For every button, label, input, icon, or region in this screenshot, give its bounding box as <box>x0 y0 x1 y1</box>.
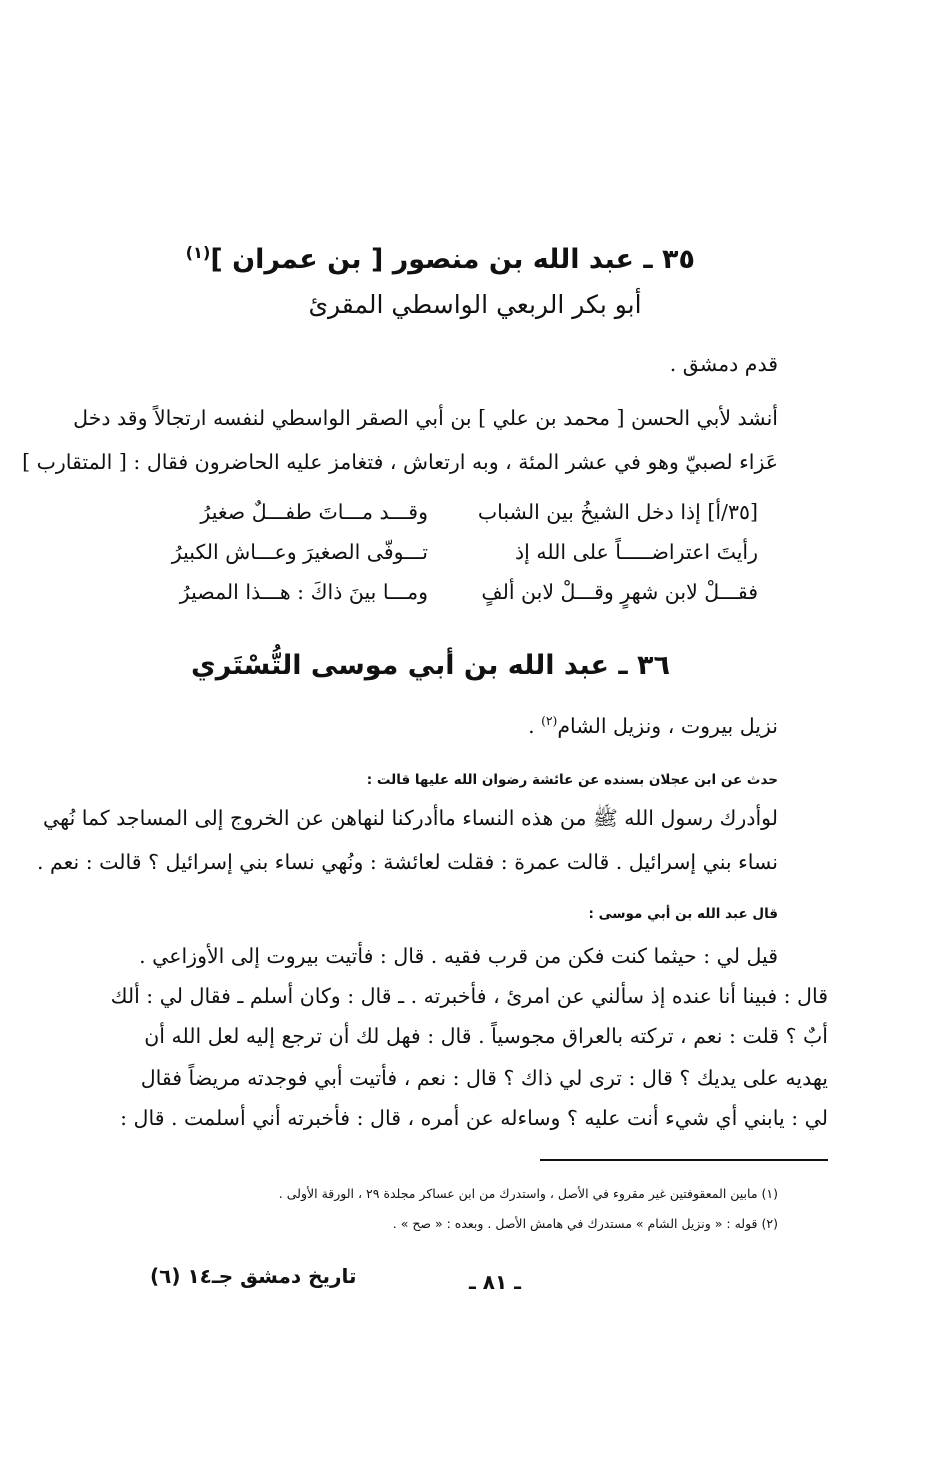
story-line-5: لي : يابني أي شيء أنت عليه ؟ وساءله عن أمره ، قال : فأخبرته أني أسلمت . قال : <box>120 1106 828 1130</box>
story-line-1: قيل لي : حيثما كنت فكن من قرب فقيه . قال : فأتيت بيروت إلى الأوزاعي . <box>139 944 778 968</box>
footnote-1: (١) مابين المعقوفتين غير مقروء في الأصل ، واستدرك من ابن عساكر مجلدة ٢٩ ، الورقة الأولى . <box>278 1186 778 1201</box>
entry-36-title: ٣٦ ـ عبد الله بن أبي موسى التُّسْتَري <box>191 650 670 681</box>
isnad-2: قال عبد الله بن أبي موسى : <box>588 906 778 922</box>
entry-35-title-text: ٣٥ ـ عبد الله بن منصور [ بن عمران ] <box>210 244 695 275</box>
footnote-ref-1[interactable]: (١) <box>185 243 211 262</box>
story-line-2: قال : فبينا أنا عنده إذ سألني عن امرئ ، فأخبرته . ـ قال : وكان أسلم ـ فقال لي : ألك <box>110 984 828 1008</box>
verse-3-second: ومـــا بينَ ذاكَ : هـــذا المصيرُ <box>179 580 428 604</box>
book-title-footer: تاريخ دمشق جـ١٤ (٦) <box>150 1264 357 1288</box>
verse-2-first: رأيتَ اعتراضـــــاً على الله إذ <box>515 540 758 564</box>
entry-36-intro-end: . <box>528 714 542 738</box>
entry-35-kunya: أبو بكر الربعي الواسطي المقرئ <box>308 290 642 319</box>
entry-36-intro-text: نزيل بيروت ، ونزيل الشام <box>557 714 778 738</box>
entry-35-para-line-1: أنشد لأبي الحسن [ محمد بن علي ] بن أبي الصقر الواسطي لنفسه ارتجالاً وقد دخل <box>73 406 778 430</box>
story-line-3: أبٌ ؟ قلت : نعم ، تركته بالعراق مجوسياً . قال : فهل لك أن ترجع إليه لعل الله أن <box>144 1024 828 1048</box>
footnote-divider <box>540 1159 828 1161</box>
verse-1-first: [٣٥/أ] إذا دخل الشيخُ بين الشباب <box>477 500 758 524</box>
verse-1-second: وقـــد مـــاتَ طفـــلٌ صغيرُ <box>200 500 428 524</box>
story-line-4: يهديه على يديك ؟ قال : ترى لي ذاك ؟ قال : نعم ، فأتيت أبي فوجدته مريضاً فقال <box>140 1066 828 1090</box>
entry-35-title <box>185 243 695 275</box>
hadith-line-1: لوأدرك رسول الله ﷺ من هذه النساء ماأدركنا لنهاهن عن الخروج إلى المساجد كما نُهي <box>43 806 778 830</box>
hadith-line-2: نساء بني إسرائيل . قالت عمرة : فقلت لعائشة : ونُهي نساء بني إسرائيل ؟ قالت : نعم . <box>36 850 778 874</box>
verse-2-second: تـــوفّى الصغيرَ وعـــاش الكبيرُ <box>171 540 428 564</box>
entry-35-para-line-2: عَزاء لصبيّ وهو في عشر المئة ، وبه ارتعاش ، فتغامز عليه الحاضرون فقال : [ المتقارب ] <box>22 450 778 474</box>
footnote-ref-2[interactable]: (٢) <box>541 714 558 729</box>
verse-3-first: فقـــلْ لابن شهرٍ وقـــلْ لابن ألفٍ <box>481 580 758 604</box>
isnad-1: حدث عن ابن عجلان بسنده عن عائشة رضوان الله عليها قالت : <box>366 772 778 788</box>
entry-35-intro: قدم دمشق . <box>669 352 778 376</box>
footnote-2: (٢) قوله : « ونزيل الشام » مستدرك في هامش الأصل . وبعده : « صح » . <box>392 1216 778 1231</box>
page-number: ـ ٨١ ـ <box>468 1270 522 1294</box>
entry-36-intro <box>528 714 778 738</box>
